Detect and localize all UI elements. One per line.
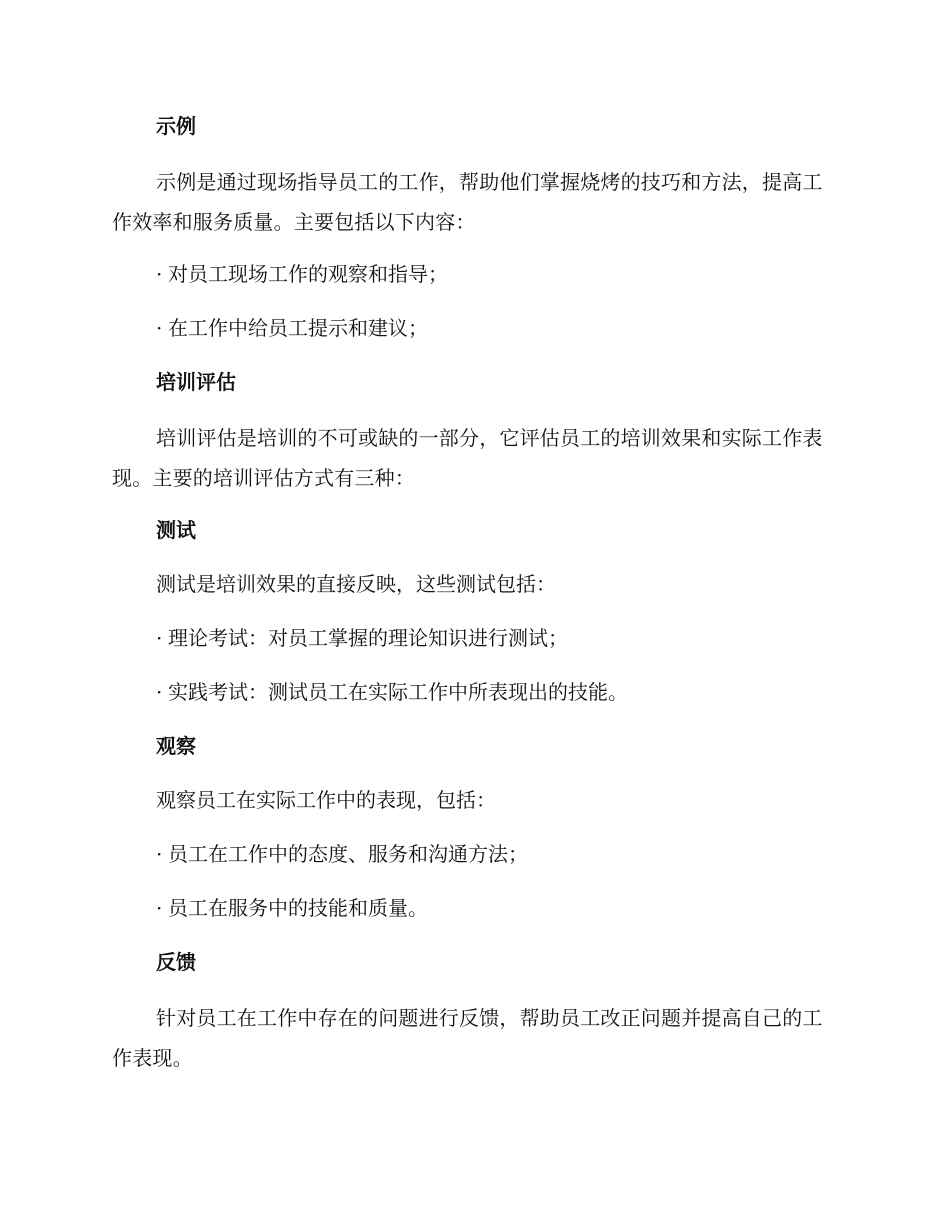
section-heading-observation: 观察 (156, 734, 196, 758)
list-item (112, 836, 832, 872)
list-item-text: 理论考试：对员工掌握的理论知识进行测试； (168, 626, 568, 650)
document-content (112, 108, 832, 1092)
list-item-text: 在工作中给员工提示和建议； (168, 316, 428, 340)
bullet-icon: · (156, 316, 163, 340)
list-item (112, 256, 832, 292)
bullet-icon: · (156, 262, 163, 286)
list-item-text: 员工在服务中的技能和质量。 (168, 896, 428, 920)
bullet-icon: · (156, 680, 163, 704)
section-paragraph-feedback: 针对员工在工作中存在的问题进行反馈，帮助员工改正问题并提高自己的工作表现。 (112, 1006, 823, 1070)
list-item (112, 620, 832, 656)
section-heading-training-evaluation: 培训评估 (156, 370, 236, 394)
bullet-icon: · (156, 842, 163, 866)
section-paragraph-observation: 观察员工在实际工作中的表现，包括： (156, 788, 496, 812)
section-paragraph-test: 测试是培训效果的直接反映，这些测试包括： (156, 572, 556, 596)
list-item (112, 890, 832, 926)
section-paragraph-example: 示例是通过现场指导员工的工作，帮助他们掌握烧烤的技巧和方法，提高工作效率和服务质量。主要包括以下内容： (112, 170, 823, 234)
list-item-text: 对员工现场工作的观察和指导； (168, 262, 448, 286)
section-paragraph-training-evaluation: 培训评估是培训的不可或缺的一部分，它评估员工的培训效果和实际工作表现。主要的培训评估方式有三种： (112, 426, 823, 490)
bullet-icon: · (156, 626, 163, 650)
section-heading-example: 示例 (156, 114, 196, 138)
section-heading-test: 测试 (156, 518, 196, 542)
list-item (112, 310, 832, 346)
list-item (112, 674, 832, 710)
list-item-text: 实践考试：测试员工在实际工作中所表现出的技能。 (168, 680, 628, 704)
list-item-text: 员工在工作中的态度、服务和沟通方法； (168, 842, 528, 866)
bullet-icon: · (156, 896, 163, 920)
section-heading-feedback: 反馈 (156, 950, 196, 974)
